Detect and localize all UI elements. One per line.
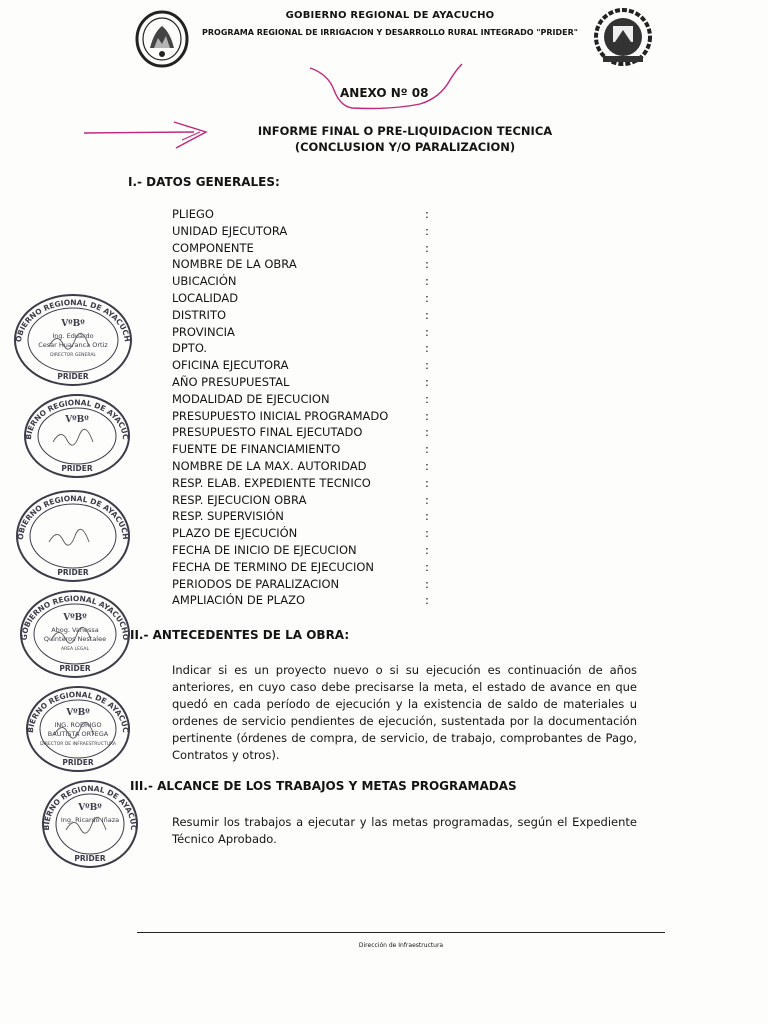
field-label: PRESUPUESTO FINAL EJECUTADO	[172, 425, 363, 440]
stamp-signatory-line: Cesar Huaranca Ortiz	[38, 341, 108, 349]
stamp-bottom-label: PRIDER	[62, 758, 94, 767]
stamp-signatory-line: DIRECTOR GENERAL	[50, 353, 96, 358]
approval-stamp	[40, 778, 140, 870]
scope-instructions: Resumir los trabajos a ejecutar y las metas programadas, según el Expediente Técnico Aprobado.	[172, 815, 637, 846]
field-label: RESP. EJECUCION OBRA	[172, 492, 307, 507]
field-label: UNIDAD EJECUTORA	[172, 223, 288, 238]
stamp-bottom-label: PRIDER	[74, 854, 106, 863]
stamp-approval-mark: VºBº	[61, 319, 85, 329]
field-label: PERIODOS DE PARALIZACION	[172, 576, 340, 591]
stamp-approval-mark: VºBº	[63, 613, 87, 623]
signature-scribble	[49, 529, 89, 545]
field-colon: :	[425, 593, 429, 608]
field-label: LOCALIDAD	[172, 290, 239, 305]
field-row	[172, 458, 442, 475]
stamp-signatory-line: Quinteros Nestalee	[43, 635, 107, 643]
approval-stamp	[24, 684, 132, 774]
field-row	[172, 559, 442, 576]
prider-logo-right	[588, 4, 658, 70]
field-label: NOMBRE DE LA MAX. AUTORIDAD	[172, 458, 367, 473]
approval-stamp	[18, 588, 132, 680]
field-colon: :	[425, 307, 429, 322]
field-row	[172, 240, 442, 257]
stamp-ring-text: OBIERNO REGIONAL DE AYACUCH	[13, 297, 133, 343]
header-government-name: GOBIERNO REGIONAL DE AYACUCHO	[285, 10, 495, 21]
field-row	[172, 206, 442, 223]
stamp-ring-text: OBIERNO REGIONAL DE AYACUCH	[15, 493, 131, 541]
field-label: MODALIDAD DE EJECUCION	[172, 391, 330, 406]
section-heading-background: II.- ANTECEDENTES DE LA OBRA:	[130, 628, 350, 642]
approval-stamp	[12, 292, 134, 388]
field-label: RESP. SUPERVISIÓN	[172, 509, 284, 524]
field-colon: :	[425, 458, 429, 473]
field-colon: :	[425, 509, 429, 524]
stamp-bottom-label: PRIDER	[57, 372, 89, 381]
field-colon: :	[425, 240, 429, 255]
field-label: PLAZO DE EJECUCIÓN	[172, 526, 298, 541]
general-data-field-list	[172, 206, 442, 609]
field-colon: :	[425, 526, 429, 541]
field-row	[172, 324, 442, 341]
field-colon: :	[425, 374, 429, 389]
stamp-signatory-line: Ing. Ricardo Iñaza	[60, 816, 120, 824]
field-label: FECHA DE TERMINO DE EJECUCION	[172, 559, 374, 574]
background-instructions: Indicar si es un proyecto nuevo o si su ejecución es continuación de años anteriores, en cuyo caso debe precisarse la meta, el estado de avance en que quedó en cada período de ejecución y la existencia de saldo de materiales u ordenes de servicio pendientes de ejecución, sustentada por la documentación pertinente (órdenes de compra, de servicio, de trabajo, comprobantes de Pago, Contratos y otros).	[172, 663, 637, 762]
field-row	[172, 256, 442, 273]
regional-government-seal-left	[132, 8, 192, 68]
stamp-approval-mark: VºBº	[65, 415, 89, 425]
stamp-bottom-label: PRIDER	[61, 464, 93, 473]
field-colon: :	[425, 576, 429, 591]
field-row	[172, 223, 442, 240]
stamp-approval-mark: VºBº	[78, 803, 102, 813]
field-colon: :	[425, 324, 429, 339]
field-row	[172, 357, 442, 374]
header-program-name: PROGRAMA REGIONAL DE IRRIGACION Y DESARROLLO RURAL INTEGRADO "PRIDER"	[202, 28, 578, 37]
field-colon: :	[425, 274, 429, 289]
signature-scribble	[53, 429, 93, 445]
field-row	[172, 424, 442, 441]
field-colon: :	[425, 542, 429, 557]
section-heading-scope: III.- ALCANCE DE LOS TRABAJOS Y METAS PROGRAMADAS	[130, 779, 517, 793]
field-colon: :	[425, 358, 429, 373]
field-label: FUENTE DE FINANCIAMIENTO	[172, 442, 341, 457]
field-colon: :	[425, 559, 429, 574]
field-row	[172, 492, 442, 509]
footer-text: Dirección de Infraestructura	[358, 942, 444, 949]
field-label: AÑO PRESUPUESTAL	[172, 374, 290, 389]
stamp-ring-text: BIERNO REGIONAL DE AYACUC	[23, 397, 131, 441]
section-heading-general-data: I.- DATOS GENERALES:	[128, 175, 280, 189]
field-label: COMPONENTE	[172, 240, 254, 255]
handwritten-arrow	[82, 118, 212, 154]
stamp-signatory-line: DIRECTOR DE INFRAESTRUCTURA	[40, 742, 116, 747]
stamp-ring-text: GOBIERNO REGIONAL AYACUCHO	[19, 593, 131, 641]
field-label: PRESUPUESTO INICIAL PROGRAMADO	[172, 408, 389, 423]
field-label: PROVINCIA	[172, 324, 235, 339]
field-colon: :	[425, 475, 429, 490]
stamp-signatory-line: AREA LEGAL	[61, 647, 89, 652]
stamp-signatory-line: BAUTISTA ORTEGA	[47, 730, 109, 738]
field-label: DPTO.	[172, 341, 208, 356]
field-row	[172, 525, 442, 542]
field-colon: :	[425, 207, 429, 221]
field-colon: :	[425, 391, 429, 406]
field-row	[172, 273, 442, 290]
field-colon: :	[425, 408, 429, 423]
approval-stamp	[22, 392, 132, 480]
stamp-signatory-line: Abog. Vanessa	[51, 626, 99, 634]
field-colon: :	[425, 290, 429, 305]
field-label: UBICACIÓN	[172, 274, 237, 289]
field-label: FECHA DE INICIO DE EJECUCION	[172, 542, 357, 557]
field-row	[172, 307, 442, 324]
field-label: AMPLIACIÓN DE PLAZO	[172, 593, 306, 608]
stamp-ring-text: BIERNO REGIONAL DE AYACUC	[41, 783, 139, 831]
stamp-signatory-line: Ing. Eduardo	[52, 332, 94, 340]
field-row	[172, 441, 442, 458]
field-colon: :	[425, 341, 429, 356]
field-label: OFICINA EJECUTORA	[172, 358, 289, 373]
stamp-ring-text: BIERNO REGIONAL DE AYACUC	[25, 689, 131, 734]
field-row	[172, 475, 442, 492]
stamp-bottom-label: PRIDER	[59, 664, 91, 673]
field-colon: :	[425, 223, 429, 238]
svg-text:GOBIERNO REGIONAL DE AYACUCHO	[14, 488, 130, 540]
field-row	[172, 391, 442, 408]
report-subtitle: (CONCLUSION Y/O PARALIZACION)	[294, 140, 516, 154]
field-colon: :	[425, 492, 429, 507]
field-row	[172, 408, 442, 425]
annex-number: ANEXO Nº 08	[340, 86, 429, 100]
field-label: PLIEGO	[172, 207, 214, 221]
field-row	[172, 340, 442, 357]
field-label: DISTRITO	[172, 307, 227, 322]
field-row	[172, 508, 442, 525]
field-row	[172, 374, 442, 391]
footer-rule	[137, 932, 665, 933]
stamp-bottom-label: PRIDER	[57, 568, 89, 577]
field-label: RESP. ELAB. EXPEDIENTE TECNICO	[172, 475, 371, 490]
field-row	[172, 576, 442, 593]
approval-stamp	[14, 488, 132, 584]
field-row	[172, 290, 442, 307]
field-row	[172, 542, 442, 559]
field-label: NOMBRE DE LA OBRA	[172, 257, 297, 272]
stamp-approval-mark: VºBº	[66, 708, 90, 718]
field-colon: :	[425, 425, 429, 440]
field-colon: :	[425, 257, 429, 272]
stamp-signatory-line: ING. RODRIGO	[54, 721, 102, 729]
field-row	[172, 592, 442, 609]
field-colon: :	[425, 442, 429, 457]
report-title: INFORME FINAL O PRE-LIQUIDACION TECNICA	[257, 124, 553, 138]
